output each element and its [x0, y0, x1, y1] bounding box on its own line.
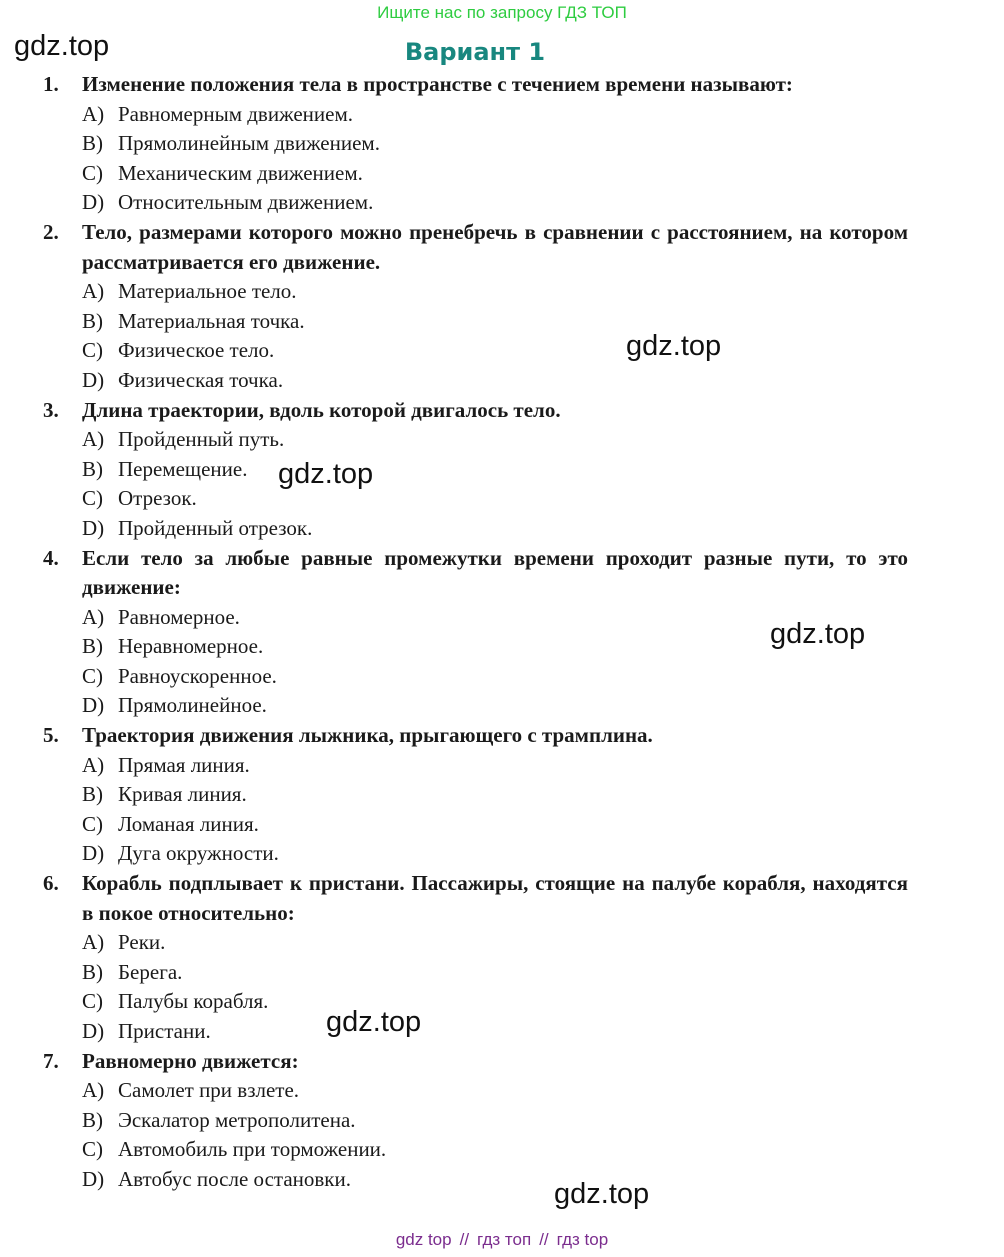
question-number: 2. [43, 219, 59, 244]
answer-option [82, 751, 908, 781]
option-letter: C) [82, 989, 103, 1014]
option-letter: D) [82, 841, 105, 866]
option-letter: B) [82, 308, 103, 333]
answer-option [82, 1106, 908, 1136]
footer-separator: // [539, 1230, 549, 1249]
footer-link[interactable]: гдз top [556, 1230, 609, 1249]
answer-option [82, 632, 908, 662]
option-letter: C) [82, 338, 103, 363]
question-text: Равномерно движется: [82, 1048, 299, 1073]
option-text: Физическое тело. [118, 338, 275, 363]
option-text: Ломаная линия. [118, 811, 259, 836]
answer-option [82, 307, 908, 337]
question [0, 721, 908, 869]
answer-option [82, 987, 908, 1017]
option-letter: C) [82, 663, 103, 688]
option-letter: C) [82, 160, 103, 185]
option-letter: D) [82, 367, 105, 392]
option-text: Перемещение. [118, 456, 248, 481]
option-letter: C) [82, 811, 103, 836]
option-text: Автомобиль при торможении. [118, 1137, 387, 1162]
answer-option [82, 603, 908, 633]
option-letter: C) [82, 1137, 103, 1162]
watermark: gdz.top [326, 1006, 422, 1038]
option-text: Относительным движением. [118, 190, 374, 215]
question [0, 869, 908, 1047]
answer-option [82, 1017, 908, 1047]
question-text: Тело, размерами которого можно пренебречь в сравнении с расстоянием, на котором рассматривается его движение. [82, 219, 908, 274]
question-number: 7. [43, 1048, 59, 1073]
option-letter: B) [82, 1107, 103, 1132]
footer-link[interactable]: gdz top [395, 1230, 452, 1249]
option-letter: D) [82, 1166, 105, 1191]
option-letter: B) [82, 634, 103, 659]
option-text: Равномерное. [118, 604, 240, 629]
answer-option [82, 780, 908, 810]
option-text: Палубы корабля. [118, 989, 269, 1014]
option-text: Пройденный путь. [118, 427, 285, 452]
answer-option [82, 100, 908, 130]
question [0, 218, 908, 396]
answer-option [82, 1135, 908, 1165]
option-text: Кривая линия. [118, 782, 247, 807]
option-letter: A) [82, 1078, 105, 1103]
option-letter: D) [82, 1019, 105, 1043]
question [0, 1047, 908, 1195]
answer-option [82, 1076, 908, 1106]
option-text: Равноускоренное. [118, 663, 277, 688]
option-text: Прямая линия. [118, 752, 250, 777]
answer-option [82, 366, 908, 396]
option-letter: B) [82, 456, 103, 481]
option-text: Берега. [118, 959, 183, 984]
question-text: Траектория движения лыжника, прыгающего с трамплина. [82, 723, 653, 748]
footer-separator: // [459, 1230, 470, 1249]
option-letter: B) [82, 782, 103, 807]
answer-option [82, 691, 908, 721]
answer-option [82, 484, 908, 514]
answer-option [82, 958, 908, 988]
option-text: Пройденный отрезок. [118, 515, 313, 540]
option-letter: A) [82, 427, 105, 452]
option-letter: D) [82, 515, 105, 540]
answer-option [82, 514, 908, 544]
question [0, 544, 908, 722]
option-text: Отрезок. [118, 486, 197, 511]
option-text: Прямолинейным движением. [118, 131, 380, 156]
question-number: 6. [43, 871, 59, 896]
option-text: Эскалатор метрополитена. [118, 1107, 356, 1132]
question [0, 70, 908, 218]
option-text: Неравномерное. [118, 634, 264, 659]
footer-links [0, 1230, 1004, 1250]
watermark: gdz.top [14, 30, 110, 62]
option-letter: A) [82, 279, 105, 304]
option-text: Прямолинейное. [118, 693, 267, 718]
answer-option [82, 336, 908, 366]
option-text: Материальное тело. [118, 279, 297, 304]
option-letter: B) [82, 131, 103, 156]
answer-option [82, 810, 908, 840]
page-title: Вариант 1 [404, 38, 546, 66]
question-number: 1. [43, 72, 59, 96]
answer-option [82, 188, 908, 218]
answer-option [82, 159, 908, 189]
answer-option [82, 1165, 908, 1195]
option-letter: D) [82, 693, 105, 718]
watermark: gdz.top [554, 1178, 650, 1210]
option-text: Равномерным движением. [118, 101, 353, 126]
option-letter: D) [82, 190, 105, 215]
option-text: Автобус после остановки. [118, 1166, 351, 1191]
question [0, 396, 908, 544]
question-text: Корабль подплывает к пристани. Пассажиры, стоящие на палубе корабля, находятся в покое относительно: [82, 871, 908, 925]
option-text: Реки. [118, 930, 166, 955]
option-text: Механическим движением. [118, 160, 363, 185]
question-number: 4. [43, 545, 59, 570]
watermark: gdz.top [626, 330, 722, 362]
option-text: Самолет при взлете. [118, 1078, 300, 1103]
search-banner: Ищите нас по запросу ГДЗ ТОП [377, 3, 627, 22]
answer-option [82, 425, 908, 455]
answer-option [82, 455, 908, 485]
watermark: gdz.top [770, 618, 866, 650]
question-number: 5. [43, 723, 59, 748]
option-letter: A) [82, 930, 105, 955]
footer-link[interactable]: гдз топ [477, 1230, 532, 1249]
answer-option [82, 662, 908, 692]
option-letter: C) [82, 486, 103, 511]
option-text: Дуга окружности. [118, 841, 279, 866]
option-letter: A) [82, 604, 105, 629]
question-text: Длина траектории, вдоль которой двигалось тело. [82, 397, 561, 422]
question-number: 3. [43, 397, 59, 422]
question-list [0, 70, 1004, 1195]
answer-option [82, 129, 908, 159]
question-text: Если тело за любые равные промежутки времени проходит разные пути, то это движение: [82, 545, 908, 600]
option-text: Материальная точка. [118, 308, 305, 333]
option-letter: B) [82, 959, 103, 984]
answer-option [82, 277, 908, 307]
question-text: Изменение положения тела в пространстве с течением времени называют: [82, 72, 793, 96]
option-letter: A) [82, 101, 105, 126]
watermark: gdz.top [278, 458, 374, 490]
option-text: Физическая точка. [118, 367, 284, 392]
answer-option [82, 928, 908, 958]
option-text: Пристани. [118, 1019, 211, 1043]
option-letter: A) [82, 752, 105, 777]
answer-option [82, 839, 908, 869]
